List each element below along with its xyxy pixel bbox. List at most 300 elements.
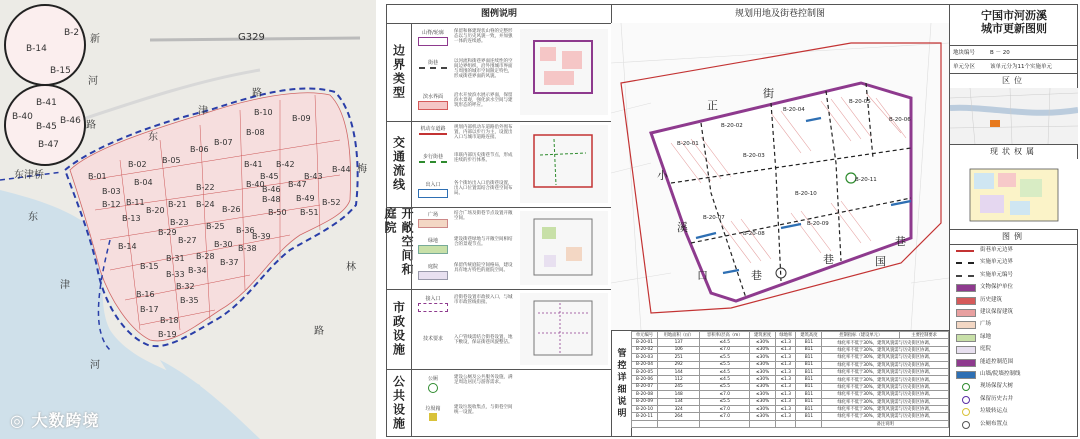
legend-thumbnail xyxy=(520,125,608,203)
block-label: B-25 xyxy=(206,222,225,231)
block-label: B-28 xyxy=(196,252,215,261)
table-cell: ≤7.0 xyxy=(700,413,750,420)
block-label: B-45 xyxy=(260,172,279,181)
category-label: 市政设施 xyxy=(391,301,406,357)
table-cell: ≤30% xyxy=(750,346,776,353)
block-label: B-43 xyxy=(304,172,323,181)
legend-label: 实施单元编号 xyxy=(980,271,1014,278)
table-cell: B11 xyxy=(796,413,822,420)
table-cell: ≤30% xyxy=(750,391,776,398)
block-label: B-27 xyxy=(178,236,197,245)
legend-desc: 保留传统庭院空间格局，建设具有地方特色的庭院空间。 xyxy=(454,263,513,273)
symbol-name: 滨水界面 xyxy=(422,94,443,100)
table-cell: B-20-07 xyxy=(632,383,658,390)
table-cell xyxy=(632,420,658,427)
table-cell: ≤1.3 xyxy=(776,413,796,420)
legend-symbol xyxy=(414,59,452,76)
unit-label[interactable]: B-20-11 xyxy=(855,177,877,183)
category-box xyxy=(411,207,612,289)
table-cell: 备注说明 xyxy=(822,420,949,427)
road-label: 路 xyxy=(314,326,324,337)
table-cell: 绿化率不低于30%，建筑风貌需与历史街区协调。 xyxy=(822,376,949,383)
block-label: B-29 xyxy=(158,228,177,237)
block-label: B-40 xyxy=(246,180,265,189)
table-cell: ≤30% xyxy=(750,376,776,383)
table-cell: B11 xyxy=(796,361,822,368)
block-label: B-30 xyxy=(214,240,233,249)
table-cell: 134 xyxy=(657,398,699,405)
block-label: B-16 xyxy=(136,290,155,299)
legend-swatch xyxy=(956,275,974,277)
block-label: B-33 xyxy=(166,270,185,279)
table-header: 单元编号 xyxy=(632,332,658,339)
category-label: 边界类型 xyxy=(391,44,406,100)
road-label: 津 xyxy=(60,280,70,291)
street-label: 国 xyxy=(875,255,886,268)
block-label: B-19 xyxy=(158,330,177,339)
symbol-swatch xyxy=(419,161,447,170)
block-label: B-49 xyxy=(296,194,315,203)
legend-symbol xyxy=(414,181,452,198)
table-header-row xyxy=(632,332,949,339)
legend-label: 垃圾转运点 xyxy=(980,408,1008,415)
symbol-name: 接入口 xyxy=(425,296,441,302)
block-label: B-42 xyxy=(276,160,295,169)
block-label: B-03 xyxy=(102,187,121,196)
block-label: B-14 xyxy=(118,242,137,251)
block-label: B-23 xyxy=(170,218,189,227)
road-label: 路 xyxy=(252,88,262,99)
legend-label: 建议保留建筑 xyxy=(980,309,1014,315)
street-label: 小 xyxy=(657,169,668,182)
table-cell: ≤30% xyxy=(750,383,776,390)
table-cell: B11 xyxy=(796,354,822,361)
street-label: 口 xyxy=(697,269,708,282)
block-label: B-04 xyxy=(134,178,153,187)
block-label: B-22 xyxy=(196,183,215,192)
legend-desc: 建设街巷绿地与开敞空间相结合的景观节点。 xyxy=(454,237,513,247)
watermark-text: 大数跨境 xyxy=(31,411,100,430)
legend-swatch xyxy=(956,334,976,342)
symbol-swatch xyxy=(418,219,448,228)
table-header: 建筑高度 xyxy=(796,332,822,339)
table-cell: ≤30% xyxy=(750,405,776,412)
road-label: 津 xyxy=(198,106,208,117)
legend-desc: 建设公厕及公共服务设施，满足周边居民与游客需求。 xyxy=(454,375,513,385)
table-cell: ≤7.0 xyxy=(700,405,750,412)
block-label: B-12 xyxy=(102,200,121,209)
thumbnail-svg xyxy=(520,125,608,203)
block-label: B-48 xyxy=(262,195,281,204)
table-row xyxy=(632,354,949,361)
table-cell xyxy=(657,420,699,427)
legend-desc: 沿街巷设置市政接入口，与城市市政管线衔接。 xyxy=(454,295,513,305)
location-marker xyxy=(990,120,1000,127)
inset-magnifier-top xyxy=(4,4,86,86)
legend-swatch xyxy=(956,262,974,264)
table-cell: ≤1.3 xyxy=(776,405,796,412)
legend-desc: 沿水开放滨水展示界面，保留滨水景观，强化滨水空间与建筑形态的呼应。 xyxy=(454,93,513,108)
legend-label: 现场保留大树 xyxy=(980,383,1014,390)
thumbnail-svg xyxy=(520,211,608,285)
table-cell: ≤1.3 xyxy=(776,339,796,346)
table-cell: B11 xyxy=(796,346,822,353)
table-cell: ≤1.3 xyxy=(776,346,796,353)
table-cell: ≤30% xyxy=(750,413,776,420)
table-cell: ≤30% xyxy=(750,368,776,375)
block-label: B-38 xyxy=(238,244,257,253)
table-cell: ≤1.3 xyxy=(776,361,796,368)
legend-swatch xyxy=(962,396,970,404)
legend-swatch xyxy=(956,250,974,252)
road-label: 东 xyxy=(148,132,158,143)
legend-label: 实施单元边界 xyxy=(980,259,1014,266)
street-label: 街 xyxy=(763,87,774,100)
block-label: B-18 xyxy=(160,316,179,325)
table-cell: 绿化率不低于30%，建筑风貌需与历史街区协调。 xyxy=(822,405,949,412)
table-row xyxy=(632,361,949,368)
block-label: B-17 xyxy=(140,305,159,314)
block-label: B-24 xyxy=(196,200,215,209)
symbol-swatch xyxy=(418,245,448,254)
inset-label: B-2 xyxy=(64,28,80,38)
watermark-logo xyxy=(10,408,100,431)
block-label: B-08 xyxy=(246,128,265,137)
legend-desc: 各个街坊出入口沿街巷设置，出入口位置需结合街巷空间布局。 xyxy=(454,181,513,196)
legend-label: 山墙/院墙控制线 xyxy=(980,371,1021,377)
symbol-name: 公厕 xyxy=(427,376,438,382)
inset-label: B-40 xyxy=(12,112,33,122)
unit-label[interactable]: B-20-10 xyxy=(795,191,817,197)
table-cell xyxy=(776,420,796,427)
symbol-name: 出入口 xyxy=(425,182,441,188)
block-label: B-15 xyxy=(140,262,159,271)
block-label: B-13 xyxy=(122,214,141,223)
legend-symbol xyxy=(414,263,452,280)
block-label: B-35 xyxy=(180,296,199,305)
plot-number-row xyxy=(950,45,1078,60)
table-cell: B11 xyxy=(796,376,822,383)
block-label: B-47 xyxy=(288,180,307,189)
title-block-column xyxy=(949,5,1078,436)
legend-label: 庭院 xyxy=(980,346,992,353)
table-cell: B-20-10 xyxy=(632,405,658,412)
table-cell: 251 xyxy=(657,354,699,361)
legend-desc: 建设垃圾收集点，与街巷空间统一设置。 xyxy=(454,405,513,415)
unit-division-row xyxy=(950,59,1078,74)
legend-swatch xyxy=(956,309,976,317)
table-cell: ≤5.5 xyxy=(700,361,750,368)
unit-label[interactable]: B-20-07 xyxy=(703,215,725,221)
inset-magnifier-bottom xyxy=(4,84,86,166)
legend-label: 能道控制范围 xyxy=(980,358,1014,365)
legend-swatch xyxy=(956,297,976,305)
block-label: B-51 xyxy=(300,208,319,217)
table-header: 主要控制要求 xyxy=(900,332,949,339)
category-box xyxy=(411,121,612,207)
table-cell: ≤1.3 xyxy=(776,354,796,361)
table-row xyxy=(632,376,949,383)
unit-label[interactable]: B-20-08 xyxy=(743,231,765,237)
unit-label[interactable]: B-20-02 xyxy=(721,123,743,129)
table-header: 建筑密度 xyxy=(750,332,776,339)
table-body xyxy=(632,339,949,428)
block-label: B-21 xyxy=(168,200,187,209)
trash-icon xyxy=(429,413,437,421)
table-cell xyxy=(700,420,750,427)
block-label: B-06 xyxy=(190,145,209,154)
legend-symbol xyxy=(414,405,452,421)
symbol-swatch xyxy=(418,271,448,280)
table-row xyxy=(632,339,949,346)
symbol-swatch xyxy=(419,67,447,76)
table-cell: B-20-08 xyxy=(632,391,658,398)
table-cell: ≤1.3 xyxy=(776,368,796,375)
block-label: B-32 xyxy=(176,282,195,291)
table-cell: B-20-11 xyxy=(632,413,658,420)
table-header: 容积率/层高（m） xyxy=(700,332,750,339)
table-cell: 绿化率不低于30%，建筑风貌需与历史街区协调。 xyxy=(822,413,949,420)
inset-label: B-45 xyxy=(36,122,57,132)
location-map[interactable] xyxy=(950,88,1078,144)
block-label: B-50 xyxy=(268,208,287,217)
table-row xyxy=(632,346,949,353)
inset-label: B-15 xyxy=(50,66,71,76)
table-header: 用地面积（㎡） xyxy=(657,332,699,339)
table-cell: ≤30% xyxy=(750,339,776,346)
right-legend-list xyxy=(950,245,1078,435)
symbol-swatch xyxy=(418,189,448,198)
block-label: B-01 xyxy=(88,172,107,181)
plot-number-key: 地块编号 xyxy=(953,50,976,56)
legend-swatch xyxy=(962,421,970,429)
legend-column xyxy=(383,5,612,436)
unit-label[interactable]: B-20-01 xyxy=(677,141,699,147)
legend-label: 绿地 xyxy=(980,333,992,340)
category-box xyxy=(411,289,612,369)
watermark-icon: ◎ xyxy=(10,411,32,430)
table-header: 控制指标（建设单元） xyxy=(822,332,900,339)
location-heading: 区位 xyxy=(950,73,1078,89)
sheet-title-line1: 宁国市河沥溪 xyxy=(981,9,1047,22)
category-box xyxy=(411,369,612,436)
symbol-name: 技术要求 xyxy=(422,336,443,342)
table-cell: ≤1.3 xyxy=(776,391,796,398)
table-header: 绿地率 xyxy=(776,332,796,339)
table-cell: 324 xyxy=(657,405,699,412)
table-cell: 绿化率不低于30%，建筑风貌需与历史街区协调。 xyxy=(822,354,949,361)
road-label-bridge: 东津桥 xyxy=(14,170,44,181)
block-label: B-37 xyxy=(220,258,239,267)
road-label: 林 xyxy=(346,262,356,273)
legend-symbol xyxy=(414,153,452,170)
inset-label: B-47 xyxy=(38,140,59,150)
table-cell xyxy=(750,420,776,427)
table-cell: 绿化率不低于30%，建筑风貌需与历史街区协调。 xyxy=(822,391,949,398)
symbol-swatch xyxy=(418,37,448,46)
block-label: B-11 xyxy=(126,198,145,207)
thumbnail-svg xyxy=(520,293,608,365)
legend-category-open-space xyxy=(383,207,611,290)
block-label: B-05 xyxy=(162,156,181,165)
table-cell: ≤1.3 xyxy=(776,398,796,405)
legend-swatch xyxy=(956,346,976,354)
table-cell: ≤1.3 xyxy=(776,383,796,390)
street-label: 巷 xyxy=(823,253,834,266)
table-cell: B-20-06 xyxy=(632,376,658,383)
category-label: 交通流线 xyxy=(391,136,406,192)
plan-sheet xyxy=(383,4,1078,437)
control-table xyxy=(631,331,949,428)
table-label: 管控详细说明 xyxy=(611,331,632,437)
block-label: B-26 xyxy=(222,205,241,214)
legend-category-utilities xyxy=(387,289,611,370)
road-label-g329: G329 xyxy=(238,32,265,43)
control-table-zone xyxy=(611,330,949,437)
legend-symbol xyxy=(414,29,452,46)
unit-label[interactable]: B-20-06 xyxy=(889,117,911,123)
block-label: B-44 xyxy=(332,165,351,174)
road-label: 河 xyxy=(88,76,98,87)
category-label: 开敞空间和庭院 xyxy=(383,207,414,277)
legend-label: 街巷单元边界 xyxy=(980,247,1014,253)
table-row xyxy=(632,405,949,412)
table-cell: B-20-01 xyxy=(632,339,658,346)
table-cell: ≤30% xyxy=(750,398,776,405)
table-cell: B11 xyxy=(796,368,822,375)
street-label: 正 xyxy=(707,99,718,112)
table-cell: B-20-09 xyxy=(632,398,658,405)
legend-title: 图例说明 xyxy=(387,5,611,24)
table-cell: B11 xyxy=(796,339,822,346)
unit-division-value: 该单元分为11个实施单元 xyxy=(990,64,1052,70)
legend-desc: 保留和修建现状山脊的完整形态以与历史风貌一致，并加强一体的连续感。 xyxy=(454,29,513,44)
table-cell: 绿化率不低于30%，建筑风貌需与历史街区协调。 xyxy=(822,398,949,405)
legend-symbol xyxy=(414,375,452,393)
toilet-icon xyxy=(428,383,438,393)
unit-label[interactable]: B-20-03 xyxy=(743,153,765,159)
legend-desc: 入户管线需结合街巷设置，地下敷设，保证街巷风貌整洁。 xyxy=(454,335,513,345)
table-cell: 112 xyxy=(657,376,699,383)
plot-number-value: B － 20 xyxy=(990,50,1010,56)
legend-label: 公厕布置点 xyxy=(980,420,1008,427)
legend-symbol xyxy=(414,211,452,228)
legend-thumbnail xyxy=(520,29,608,115)
legend-swatch xyxy=(956,284,976,292)
road-label: 河 xyxy=(90,360,100,371)
block-label: B-34 xyxy=(188,266,207,275)
table-row xyxy=(632,383,949,390)
symbol-name: 垃圾箱 xyxy=(425,406,441,412)
block-label: B-36 xyxy=(236,226,255,235)
legend-thumbnail xyxy=(520,293,608,365)
inset-label: B-46 xyxy=(60,116,81,126)
table-cell: ≤7.0 xyxy=(700,346,750,353)
table-cell: B11 xyxy=(796,398,822,405)
table-cell: B11 xyxy=(796,383,822,390)
legend-desc: 以河流和街巷界面连续性的空间边界组织，沿外围城市界面与周围的城市空间限定特色，形成街巷界面的风貌。 xyxy=(454,59,513,79)
legend-label: 广场 xyxy=(980,321,992,328)
symbol-swatch xyxy=(418,101,448,110)
table-cell: 绿化率不低于30%，建筑风貌需与历史街区协调。 xyxy=(822,339,949,346)
table-cell: B-20-05 xyxy=(632,368,658,375)
legend-category-boundary xyxy=(387,23,611,122)
legend-swatch xyxy=(956,371,976,379)
block-label: B-10 xyxy=(254,108,273,117)
table-cell: ≤4.5 xyxy=(700,368,750,375)
table-cell: ≤5.5 xyxy=(700,354,750,361)
legend-swatch xyxy=(962,383,970,391)
legend-symbol xyxy=(414,93,452,110)
table-row xyxy=(632,391,949,398)
legend-swatch xyxy=(956,359,976,367)
table-cell: ≤30% xyxy=(750,354,776,361)
symbol-swatch xyxy=(418,303,448,312)
symbol-name: 绿地 xyxy=(427,238,438,244)
thumbnail-svg xyxy=(520,29,608,115)
table-cell: 106 xyxy=(657,346,699,353)
symbol-swatch xyxy=(419,133,447,142)
symbol-name: 街巷 xyxy=(427,60,438,66)
ownership-map[interactable] xyxy=(950,159,1078,229)
table-cell: 绿化率不低于30%，建筑风貌需与历史街区协调。 xyxy=(822,368,949,375)
symbol-name: 庭院 xyxy=(427,264,438,270)
road-label: 东 xyxy=(28,212,38,223)
block-label: B-07 xyxy=(214,138,233,147)
table-cell: B11 xyxy=(796,391,822,398)
table-cell: ≤5.5 xyxy=(700,383,750,390)
category-box xyxy=(411,23,612,121)
symbol-name: 山脊/轮廓 xyxy=(422,30,444,36)
inset-label: B-14 xyxy=(26,44,47,54)
road-label: 梅 xyxy=(357,164,367,175)
legend-symbol xyxy=(414,237,452,254)
unit-label[interactable]: B-20-09 xyxy=(807,221,829,227)
table-row xyxy=(632,398,949,405)
district-map[interactable] xyxy=(0,0,376,439)
table-cell: ≤5.5 xyxy=(700,398,750,405)
street-label: 巷 xyxy=(895,235,906,248)
table-cell: 绿化率不低于30%，建筑风貌需与历史街区协调。 xyxy=(822,383,949,390)
table-cell: B-20-04 xyxy=(632,361,658,368)
unit-label[interactable]: B-20-05 xyxy=(849,99,871,105)
block-label: B-39 xyxy=(252,232,271,241)
street-label: 溪 xyxy=(677,221,688,234)
table-cell: ≤4.5 xyxy=(700,339,750,346)
legend-label: 保留历史古井 xyxy=(980,395,1014,402)
legend-symbol xyxy=(414,295,452,312)
unit-label[interactable]: B-20-04 xyxy=(783,107,805,113)
table-cell: 264 xyxy=(657,413,699,420)
category-label: 公共设施 xyxy=(391,374,406,431)
legend-desc: 结合广场及街巷节点设置开敞空间。 xyxy=(454,211,513,221)
block-label: B-52 xyxy=(322,198,341,207)
sheet-title-line2: 城市更新图则 xyxy=(981,22,1047,35)
legend-symbol xyxy=(414,335,452,342)
main-title: 规划用地及街巷控制图 xyxy=(611,5,949,24)
legend-heading: 图例 xyxy=(950,229,1078,245)
block-label: B-20 xyxy=(146,206,165,215)
symbol-name: 步行街巷 xyxy=(422,154,443,160)
street-label: 巷 xyxy=(751,269,762,282)
block-label: B-09 xyxy=(292,114,311,123)
block-label: B-31 xyxy=(166,254,185,263)
legend-thumbnail xyxy=(520,211,608,285)
inset-label: B-41 xyxy=(36,98,57,108)
legend-symbol xyxy=(414,125,452,142)
table-row xyxy=(632,420,949,427)
table-cell xyxy=(796,420,822,427)
